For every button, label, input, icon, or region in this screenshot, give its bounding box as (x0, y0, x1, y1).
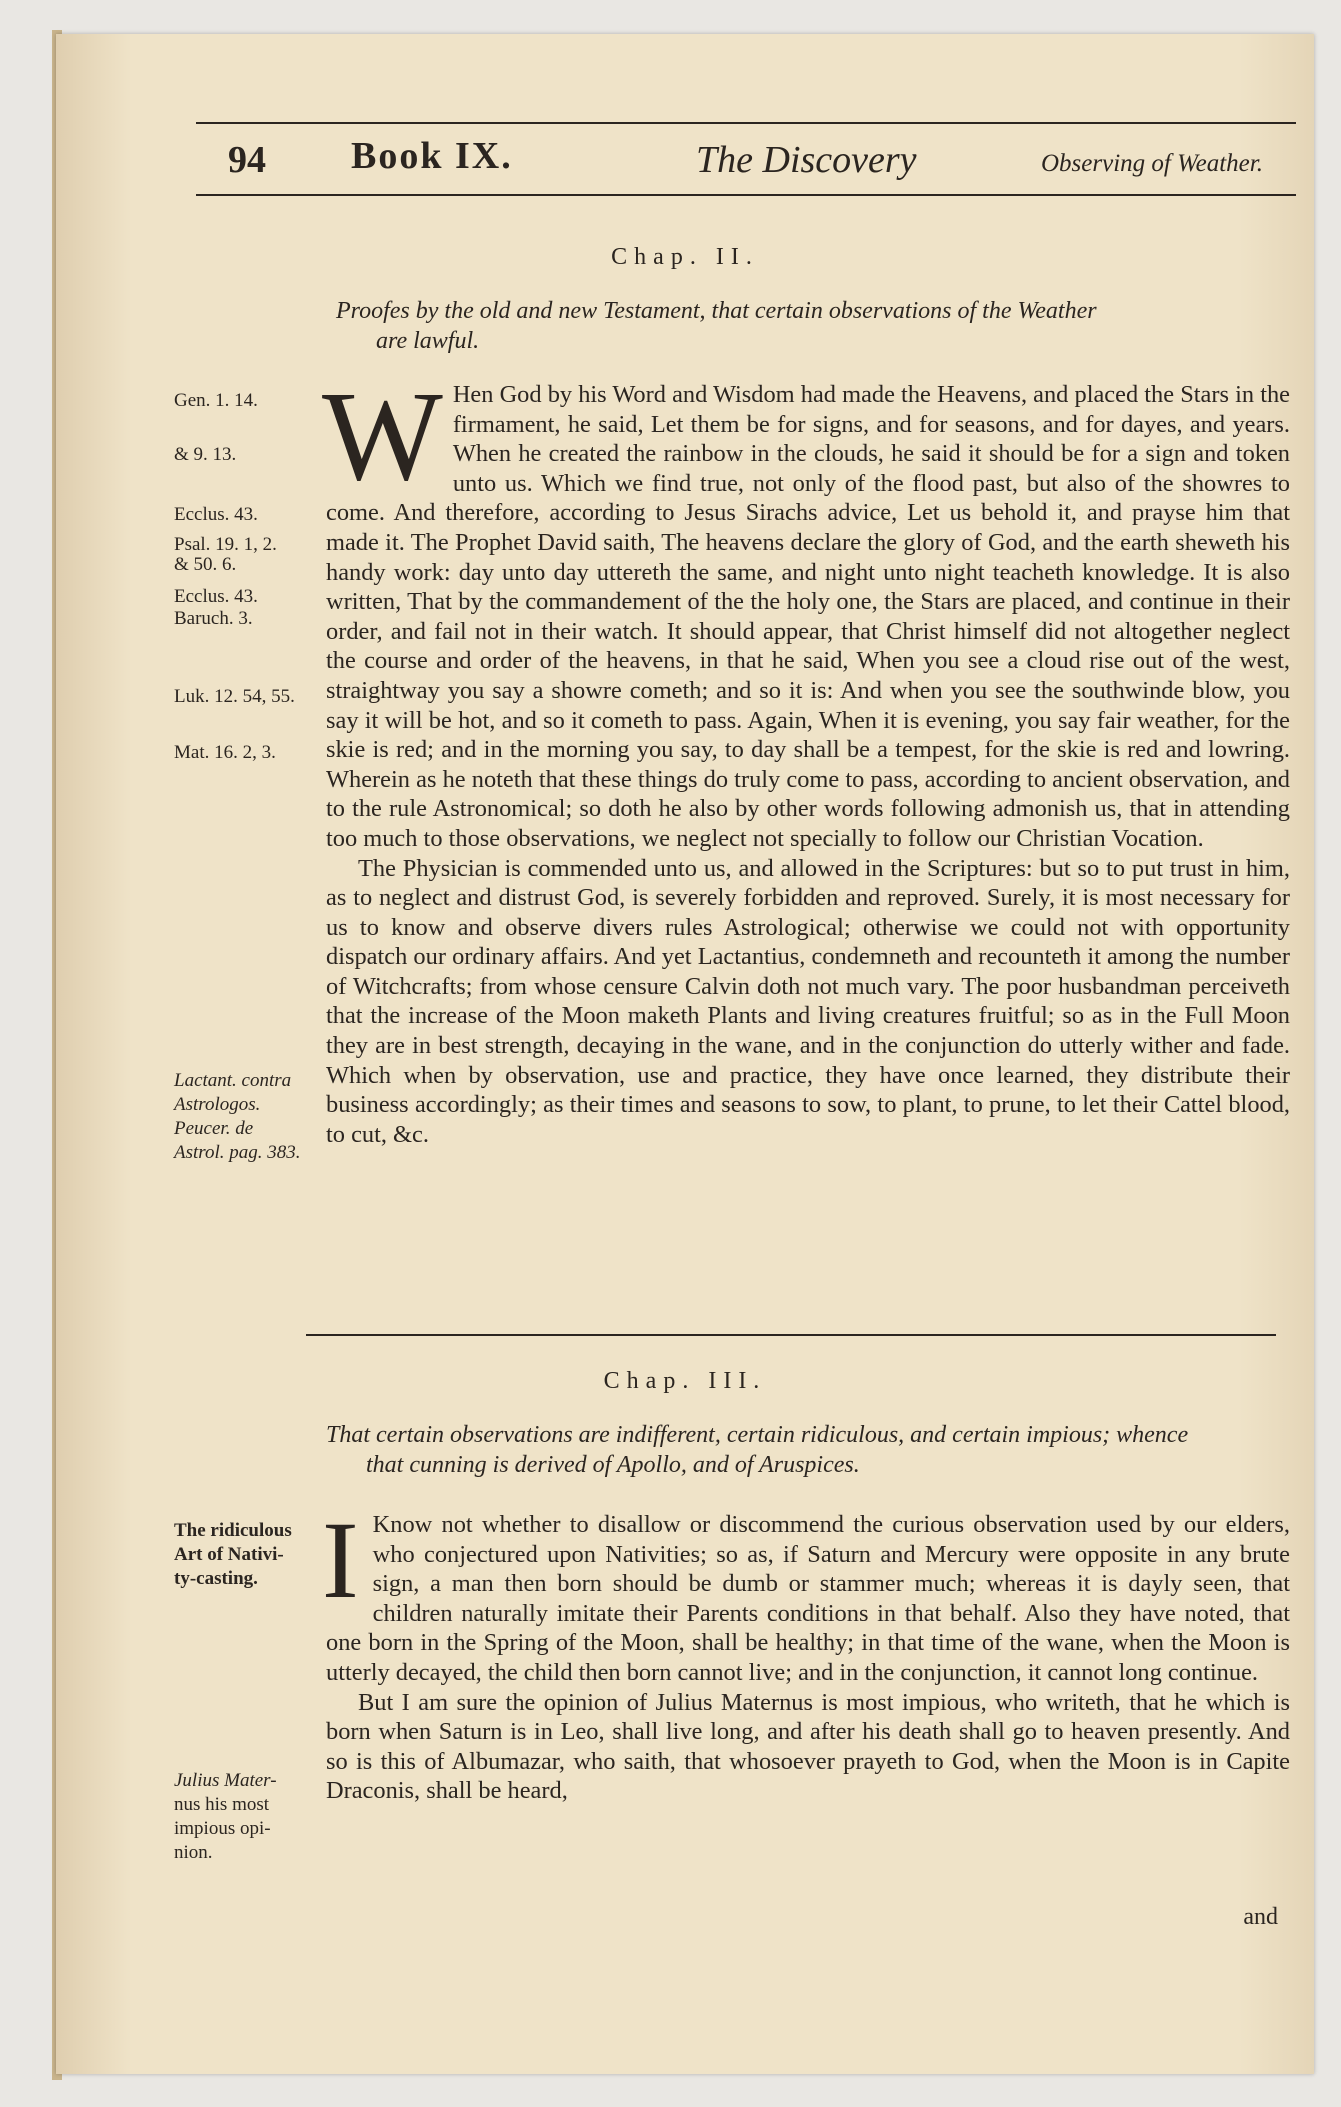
margin-note-ridiculous2: Art of Nativi- (174, 1544, 284, 1565)
margin-note-ecclus1: Ecclus. 43. (174, 504, 258, 525)
margin-note-psal2: & 50. 6. (174, 554, 237, 575)
margin-note-julius4: nion. (174, 1842, 213, 1863)
chapter-2-heading: Chap. II. (611, 244, 759, 270)
chapter-2-para-2: The Physician is commended unto us, and allowed in the Scriptures: but so to put trust in him, as to neglect and distrust God, is severely forbidden and reproved. Surely, it is most necessary for us to know and observe divers rules Astrological; otherwise we could not with opportunity dispatch our ordinary affairs. And yet Lactantius, condemneth and recounteth it among the number of Witchcrafts; from whose censure Calvin doth not much vary. The poor husbandman perceiveth that the increase of the Moon maketh Plants and living creatures fruitful; so as in the Full Moon they are in best strength, decaying in the wane, and in the conjunction do utterly wither and fade. Which when by observation, use and practice, they have once learned, they distribute their business accordingly; as their times and seasons to sow, to plant, to prune, to let their Cattel blood, to cut, &c. (326, 854, 1290, 1148)
margin-note-baruch: Baruch. 3. (174, 608, 253, 629)
margin-note-ridiculous1: The ridiculous (174, 1520, 292, 1541)
chapter-3-para-1-text: Know not whether to disallow or discommend the curious observation used by our elders, who conjectured upon Nativities; so as, if Saturn and Mercury were opposite in any brute sign, a man then born should be dumb or stammer much; whereas it is dayly seen, that children naturally imitate their Parents conditions in that behalf. Also they have noted, that one born in the Spring of the Moon, shall be healthy; in that time of the wane, when the Moon is utterly decayed, the child then born cannot live; and in the conjunction, it cannot long continue. (326, 1511, 1290, 1686)
chapter-3-para-1 (322, 1499, 1290, 1688)
margin-note-lactant2: Astrologos. (174, 1094, 261, 1115)
drop-cap-i: I (322, 1499, 359, 1621)
chapter-2-summary (336, 296, 1296, 356)
margin-note-gen2: & 9. 13. (174, 444, 237, 465)
topic-label: Observing of Weather. (1041, 150, 1263, 177)
margin-note-peucer1: Peucer. de (174, 1118, 254, 1139)
chapter-2-para-1-text: Hen God by his Word and Wisdom had made the Heavens, and placed the Stars in the firmament, he said, Let them be for signs, and for seasons, and for dayes, and years. When he created the rainbow in the clouds, he said it should be for a sign and token unto us. Which we find true, not only of the flood past, but also of the showres to come. And therefore, according to Jesus Sirachs advice, Let us behold it, and prayse him that made it. The Prophet David saith, The heavens declare the glory of God, and the earth sheweth his handy work: day unto day uttereth the same, and night unto night teacheth knowledge. It is also written, That by the commandement of the the holy one, the Stars are placed, and continue in their order, and fail not in their watch. It should appear, that Christ himself did not altogether neglect the course and order of the heavens, in that he said, When you see a cloud rise out of the west, straightway you say a showre cometh; and so it is: And when you see the southwinde blow, you say it will be hot, and so it cometh to pass. Again, When it is evening, you say fair weather, for the skie is red; and in the morning you say, to day shall be a tempest, for the skie is red and lowring. Wherein as he noteth that these things do truly come to pass, according to ancient observation, and to the rule Astronomical; so doth he also by other words following admonish us, that in attending too much to those observations, we neglect not specially to follow our Christian Vocation. (326, 381, 1290, 852)
margin-note-luk: Luk. 12. 54, 55. (174, 686, 295, 707)
margin-note-ridiculous3: ty-casting. (174, 1568, 258, 1589)
chapter-2-para-1 (322, 365, 1290, 854)
margin-note-mat: Mat. 16. 2, 3. (174, 742, 276, 763)
chapter-divider (306, 1334, 1276, 1336)
catchword: and (1243, 1904, 1278, 1930)
chapter-2-body (322, 365, 1290, 1149)
chapter-3-para-2: But I am sure the opinion of Julius Maternus is most impious, who writeth, that he which is born when Saturn is in Leo, shall live long, and after his death shall go to heaven presently. And so is this of Albumazar, who saith, that whosoever prayeth to God, when the Moon is in Capite Draconis, shall be heard, (326, 1688, 1290, 1805)
chapter-3-summary-line1: That certain observations are indifferent, certain ridiculous, and certain impious; whence (326, 1422, 1189, 1448)
header-rule-bottom (196, 194, 1296, 196)
page-number: 94 (228, 139, 266, 181)
header-rule-top (196, 122, 1296, 124)
running-title: The Discovery (696, 139, 917, 181)
chapter-3-summary-line2: that cunning is derived of Apollo, and of Aruspices. (366, 1452, 860, 1478)
running-header (56, 134, 1314, 190)
book-page (56, 34, 1314, 2074)
margin-note-julius3: impious opi- (174, 1818, 271, 1839)
drop-cap-w: W (322, 365, 443, 507)
margin-note-gen: Gen. 1. 14. (174, 390, 258, 411)
chapter-2-summary-line2: are lawful. (376, 328, 480, 354)
margin-note-julius2: nus his most (174, 1794, 270, 1815)
chapter-2-summary-line1: Proofes by the old and new Testament, that certain observations of the Weather (336, 298, 1097, 324)
margin-note-ecclus2: Ecclus. 43. (174, 586, 258, 607)
chapter-3-body (322, 1499, 1290, 1806)
margin-note-psal: Psal. 19. 1, 2. (174, 534, 277, 555)
margin-note-lactant1: Lactant. contra (174, 1070, 292, 1091)
chapter-3-summary (326, 1420, 1286, 1480)
chapter-3-heading: Chap. III. (603, 1368, 767, 1394)
margin-note-julius1: Julius Mater- (174, 1770, 277, 1791)
margin-note-peucer2: Astrol. pag. 383. (174, 1142, 301, 1163)
book-label: Book IX. (351, 135, 513, 177)
